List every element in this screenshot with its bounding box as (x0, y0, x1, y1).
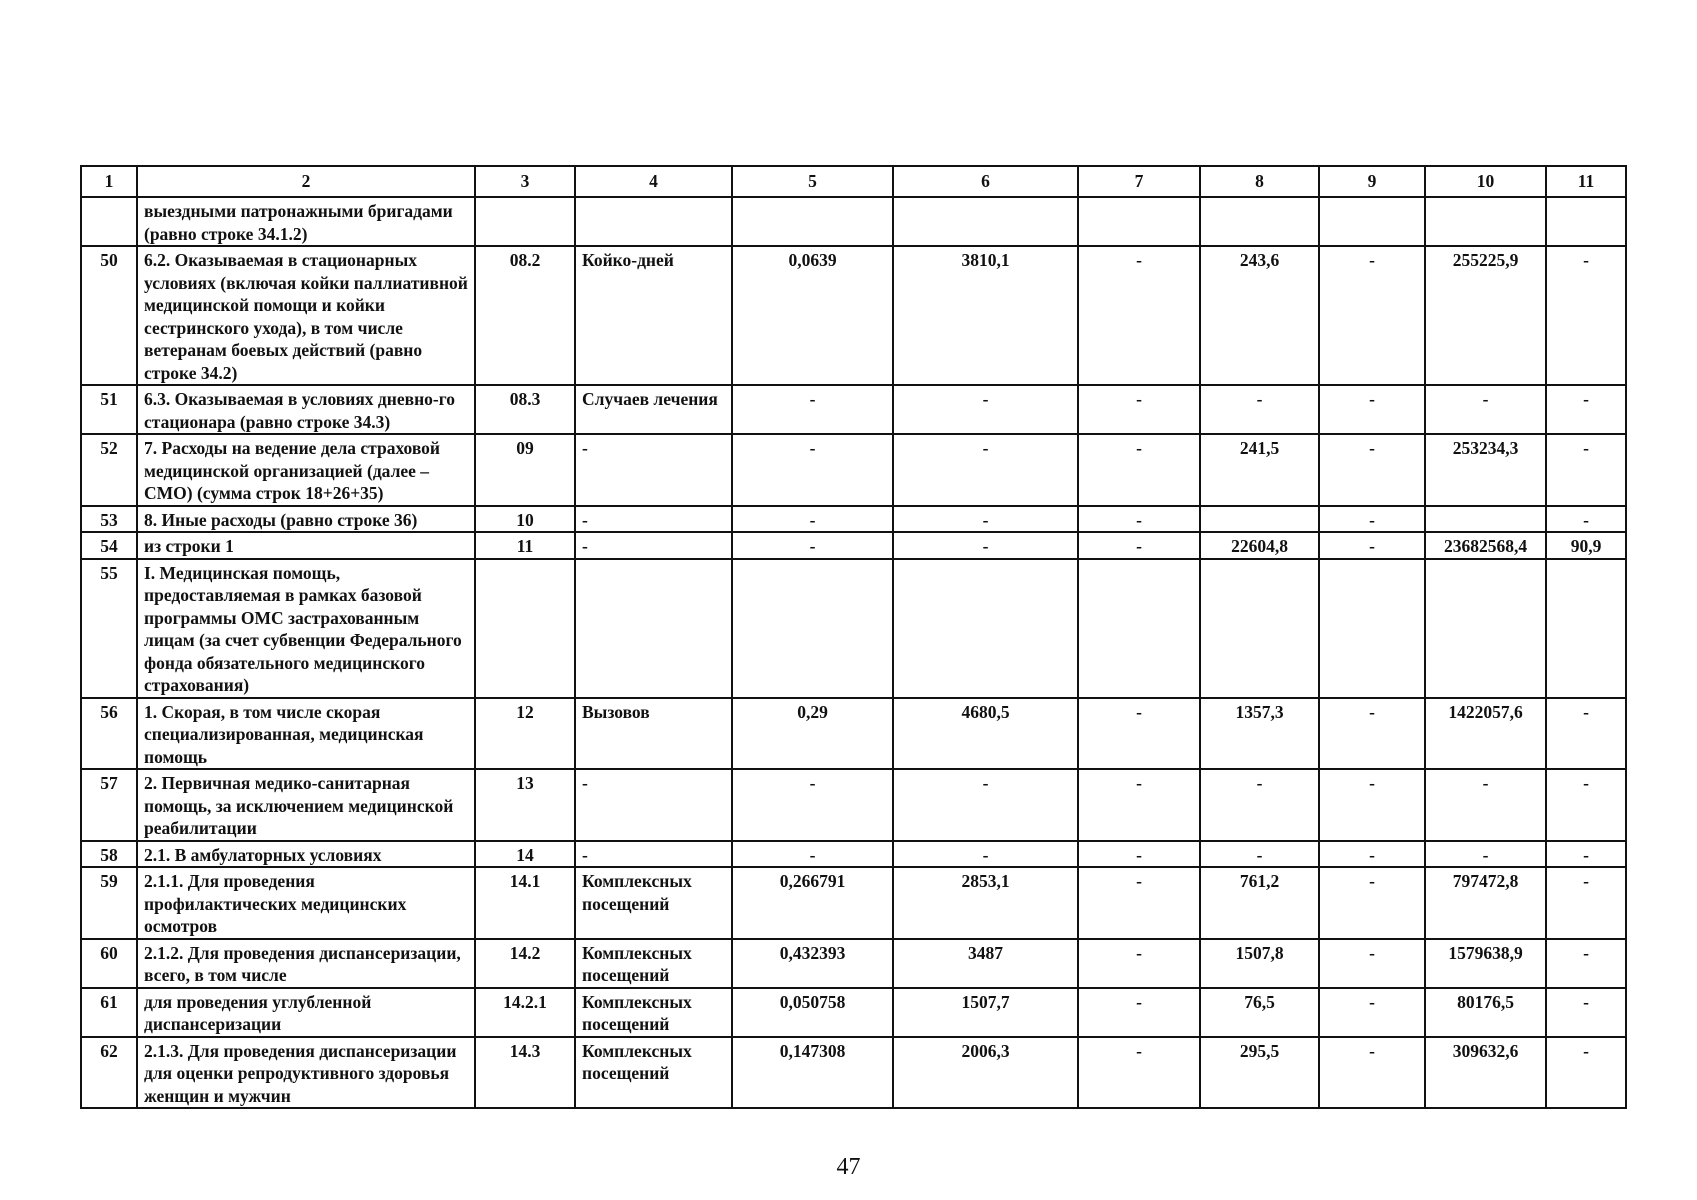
header-cell: 6 (893, 166, 1078, 197)
table-cell: выездными патронажными бригадами (равно строке 34.1.2) (137, 197, 475, 246)
table-cell: I. Медицинская помощь, предоставляемая в рамках базовой программы ОМС застрахованным лицам (за счет субвенции Федерального фонда обязательного медицинского страхования) (137, 559, 475, 698)
table-cell: Комплексных посещений (575, 988, 732, 1037)
table-cell: 1507,7 (893, 988, 1078, 1037)
table-cell: 2.1. В амбулаторных условиях (137, 841, 475, 868)
table-cell: 08.2 (475, 246, 575, 385)
table-cell: 0,29 (732, 698, 893, 770)
table-cell: Вызовов (575, 698, 732, 770)
table-cell: - (1546, 434, 1626, 506)
table-cell: 76,5 (1200, 988, 1319, 1037)
header-cell: 10 (1425, 166, 1546, 197)
table-cell: 6.2. Оказываемая в стационарных условиях (включая койки паллиативной медицинской помощи и койки сестринского ухода), в том числе ветеранам боевых действий (равно строке 34.2) (137, 246, 475, 385)
table-cell: - (1078, 246, 1200, 385)
table-cell: - (1319, 939, 1425, 988)
table-cell: 2. Первичная медико-санитарная помощь, за исключением медицинской реабилитации (137, 769, 475, 841)
table-row (81, 769, 1626, 841)
table-cell: 56 (81, 698, 137, 770)
table-cell: 52 (81, 434, 137, 506)
data-table (80, 165, 1627, 1109)
table-cell: - (1319, 867, 1425, 939)
table-row (81, 841, 1626, 868)
table-cell: 4680,5 (893, 698, 1078, 770)
table-cell: - (893, 532, 1078, 559)
header-cell: 8 (1200, 166, 1319, 197)
table-cell (732, 197, 893, 246)
table-cell: - (1078, 841, 1200, 868)
table-cell: - (732, 532, 893, 559)
table-cell: 59 (81, 867, 137, 939)
header-cell: 9 (1319, 166, 1425, 197)
table-cell: 2.1.1. Для проведения профилактических медицинских осмотров (137, 867, 475, 939)
table-cell: Комплексных посещений (575, 939, 732, 988)
table-row (81, 559, 1626, 698)
table-cell: 309632,6 (1425, 1037, 1546, 1109)
table-cell: - (1319, 1037, 1425, 1109)
table-row (81, 385, 1626, 434)
table-cell: 295,5 (1200, 1037, 1319, 1109)
table-cell: 253234,3 (1425, 434, 1546, 506)
table-cell: 0,266791 (732, 867, 893, 939)
header-cell: 1 (81, 166, 137, 197)
table-cell: - (893, 434, 1078, 506)
table-cell: 241,5 (1200, 434, 1319, 506)
table-cell: - (1078, 1037, 1200, 1109)
table-cell: 8. Иные расходы (равно строке 36) (137, 506, 475, 533)
table-cell: 2006,3 (893, 1037, 1078, 1109)
table-cell: 3810,1 (893, 246, 1078, 385)
table-cell: 14.2 (475, 939, 575, 988)
table-cell (575, 197, 732, 246)
table-cell (1078, 197, 1200, 246)
table-cell: - (1078, 385, 1200, 434)
table-cell: Случаев лечения (575, 385, 732, 434)
table-cell: - (893, 506, 1078, 533)
table-cell (1425, 197, 1546, 246)
table-cell: 6.3. Оказываемая в условиях дневно-го стационара (равно строке 34.3) (137, 385, 475, 434)
table-cell: - (1319, 385, 1425, 434)
table-cell (475, 559, 575, 698)
table-cell: - (893, 769, 1078, 841)
table-cell: 14.3 (475, 1037, 575, 1109)
table-cell (1319, 197, 1425, 246)
table-cell: 55 (81, 559, 137, 698)
table-cell: 57 (81, 769, 137, 841)
table-cell: - (575, 434, 732, 506)
table-cell: - (732, 434, 893, 506)
table-cell: - (575, 506, 732, 533)
header-cell: 5 (732, 166, 893, 197)
table-cell (1546, 559, 1626, 698)
table-cell (81, 197, 137, 246)
table-cell: - (1200, 841, 1319, 868)
table-cell: 2.1.3. Для проведения диспансеризации для оценки репродуктивного здоровья женщин и мужчин (137, 1037, 475, 1109)
table-cell (732, 559, 893, 698)
table-cell: 14.2.1 (475, 988, 575, 1037)
table-cell (893, 197, 1078, 246)
header-cell: 2 (137, 166, 475, 197)
table-cell: - (1200, 385, 1319, 434)
table-cell: 13 (475, 769, 575, 841)
table-cell: 0,432393 (732, 939, 893, 988)
table-row (81, 506, 1626, 533)
table-cell: - (1546, 698, 1626, 770)
table-cell: 90,9 (1546, 532, 1626, 559)
table-cell (893, 559, 1078, 698)
table-cell: 1. Скорая, в том числе скорая специализированная, медицинская помощь (137, 698, 475, 770)
table-cell: 255225,9 (1425, 246, 1546, 385)
table-cell (1319, 559, 1425, 698)
header-cell: 11 (1546, 166, 1626, 197)
table-cell: - (1319, 698, 1425, 770)
table-cell: 58 (81, 841, 137, 868)
table-cell (475, 197, 575, 246)
table-cell: 22604,8 (1200, 532, 1319, 559)
table-row (81, 867, 1626, 939)
table-row (81, 988, 1626, 1037)
table-cell: - (1546, 1037, 1626, 1109)
table-cell: - (1078, 867, 1200, 939)
table-cell: - (1319, 246, 1425, 385)
table-cell: 3487 (893, 939, 1078, 988)
page-number: 47 (836, 1154, 861, 1180)
table-cell (1546, 197, 1626, 246)
table-row (81, 1037, 1626, 1109)
table-cell: - (893, 385, 1078, 434)
table-cell: 1422057,6 (1425, 698, 1546, 770)
table-cell (1200, 506, 1319, 533)
table-cell: Комплексных посещений (575, 867, 732, 939)
table-cell: 61 (81, 988, 137, 1037)
table-cell: - (1546, 841, 1626, 868)
table-cell: - (1546, 867, 1626, 939)
table-cell: 09 (475, 434, 575, 506)
table-row (81, 939, 1626, 988)
table-cell: - (1425, 385, 1546, 434)
table-cell: - (1078, 988, 1200, 1037)
table-cell: - (1078, 506, 1200, 533)
table-cell: - (1546, 246, 1626, 385)
table-cell (1425, 559, 1546, 698)
table-cell (1200, 197, 1319, 246)
table-cell: - (1078, 698, 1200, 770)
table-cell: 11 (475, 532, 575, 559)
table-cell: 08.3 (475, 385, 575, 434)
table-cell: 53 (81, 506, 137, 533)
table-cell: 14.1 (475, 867, 575, 939)
table-cell: из строки 1 (137, 532, 475, 559)
table-cell: Койко-дней (575, 246, 732, 385)
table-cell: 1357,3 (1200, 698, 1319, 770)
table-cell: - (1319, 506, 1425, 533)
header-cell: 4 (575, 166, 732, 197)
table-cell: 60 (81, 939, 137, 988)
table-cell: - (893, 841, 1078, 868)
table-cell: - (1078, 434, 1200, 506)
table-cell: 0,147308 (732, 1037, 893, 1109)
table-cell: - (1319, 434, 1425, 506)
table-cell: - (732, 769, 893, 841)
table-cell: 797472,8 (1425, 867, 1546, 939)
table-cell: - (575, 769, 732, 841)
table-cell: 2.1.2. Для проведения диспансеризации, всего, в том числе (137, 939, 475, 988)
table-cell: - (1319, 532, 1425, 559)
table-row (81, 246, 1626, 385)
table-cell: - (1200, 769, 1319, 841)
table-cell: - (732, 841, 893, 868)
table-cell: - (732, 506, 893, 533)
table-cell: - (575, 841, 732, 868)
table-cell: - (1078, 939, 1200, 988)
table-cell: 80176,5 (1425, 988, 1546, 1037)
table-cell (575, 559, 732, 698)
table-cell: - (1425, 769, 1546, 841)
table-cell: - (575, 532, 732, 559)
table-cell: - (732, 385, 893, 434)
table-cell: 1507,8 (1200, 939, 1319, 988)
table-cell: - (1546, 939, 1626, 988)
table-cell: 1579638,9 (1425, 939, 1546, 988)
table-cell: - (1546, 506, 1626, 533)
table-cell: 51 (81, 385, 137, 434)
table-cell: - (1546, 988, 1626, 1037)
table-cell: 2853,1 (893, 867, 1078, 939)
table-row (81, 698, 1626, 770)
header-cell: 7 (1078, 166, 1200, 197)
table-cell: 243,6 (1200, 246, 1319, 385)
table-cell: - (1546, 385, 1626, 434)
table-cell: - (1078, 769, 1200, 841)
table-cell: 10 (475, 506, 575, 533)
table-cell: - (1425, 841, 1546, 868)
table-cell: - (1546, 769, 1626, 841)
table-cell: - (1319, 769, 1425, 841)
table-cell: Комплексных посещений (575, 1037, 732, 1109)
table-cell: 14 (475, 841, 575, 868)
table-cell: 62 (81, 1037, 137, 1109)
table-cell: 761,2 (1200, 867, 1319, 939)
table-cell: 0,0639 (732, 246, 893, 385)
table-cell: 23682568,4 (1425, 532, 1546, 559)
table-header-row (81, 166, 1626, 197)
table-cell (1078, 559, 1200, 698)
table-row (81, 532, 1626, 559)
header-cell: 3 (475, 166, 575, 197)
table-cell: 50 (81, 246, 137, 385)
table-cell: для проведения углубленной диспансеризации (137, 988, 475, 1037)
table-cell: - (1319, 841, 1425, 868)
table-cell: 0,050758 (732, 988, 893, 1037)
table-cell: 54 (81, 532, 137, 559)
table-row (81, 197, 1626, 246)
table-cell: - (1078, 532, 1200, 559)
table-cell (1425, 506, 1546, 533)
table-cell: 12 (475, 698, 575, 770)
table-cell: - (1319, 988, 1425, 1037)
table-cell (1200, 559, 1319, 698)
table-row (81, 434, 1626, 506)
table-cell: 7. Расходы на ведение дела страховой медицинской организацией (далее – СМО) (сумма строк 18+26+35) (137, 434, 475, 506)
